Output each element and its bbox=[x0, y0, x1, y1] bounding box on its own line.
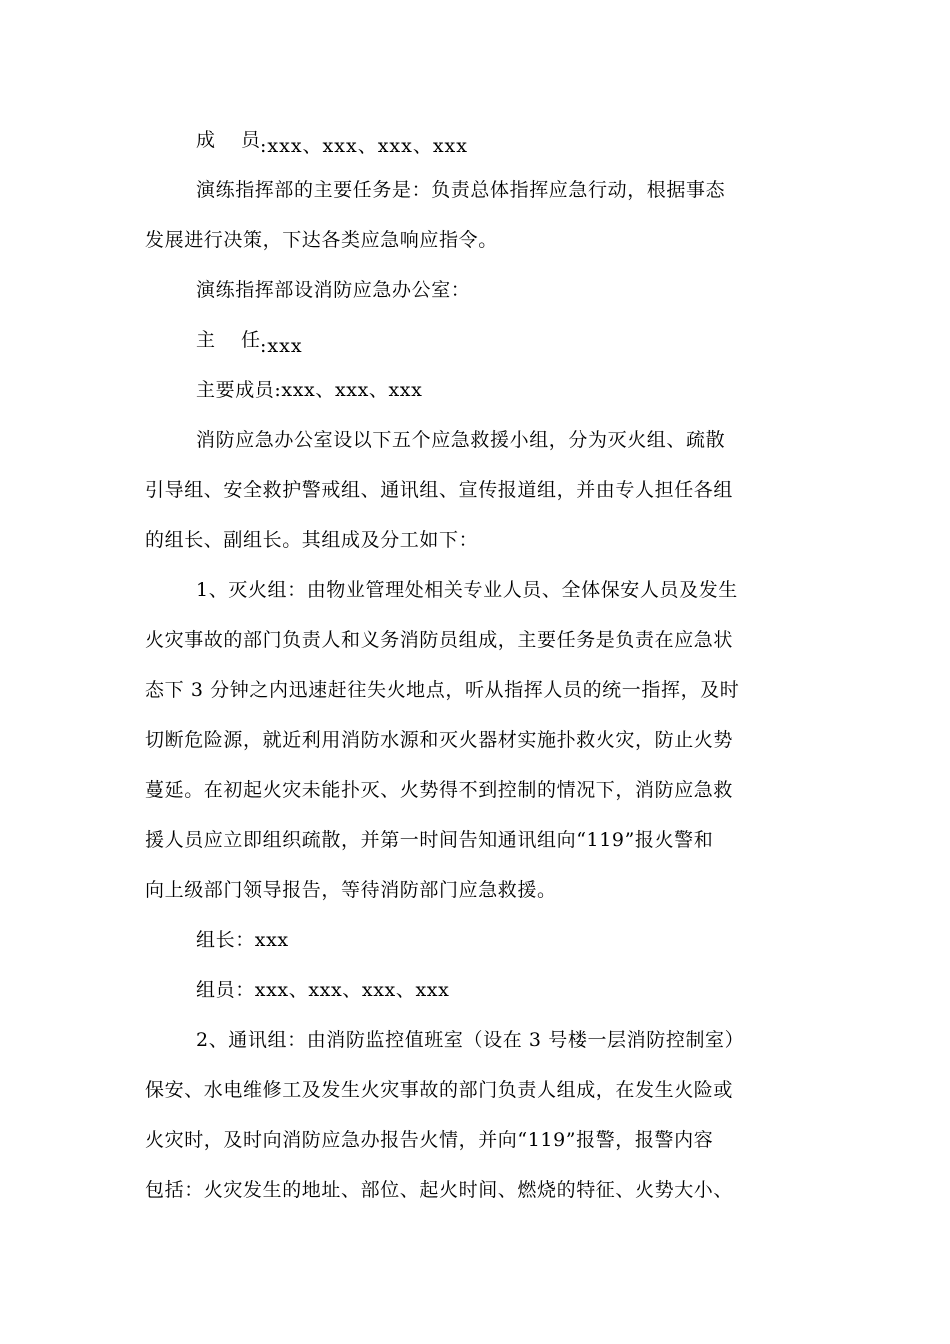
fire-group-line5: 蔓延。在初起火灾未能扑灭、火势得不到控制的情况下，消防应急救 bbox=[145, 779, 734, 801]
fire-group-members: 组员：xxx、xxx、xxx、xxx bbox=[196, 979, 450, 1001]
director-label bbox=[196, 328, 260, 352]
fire-group-line3: 态下 3 分钟之内迅速赶往失火地点，听从指挥人员的统一指挥，及时 bbox=[145, 679, 740, 701]
director-line bbox=[196, 328, 856, 358]
groups-paragraph-line2: 引导组、安全救护警戒组、通讯组、宣传报道组，并由专人担任各组 bbox=[145, 479, 734, 501]
main-members-line: 主要成员:xxx、xxx、xxx bbox=[196, 379, 423, 401]
members-line bbox=[196, 128, 856, 158]
fire-group-leader: 组长：xxx bbox=[196, 929, 289, 951]
members-label-char2: 员 bbox=[240, 129, 260, 151]
fire-group-line6: 援人员应立即组织疏散，并第一时间告知通讯组向“119”报火警和 bbox=[145, 829, 714, 851]
task-paragraph-line1: 演练指挥部的主要任务是：负责总体指挥应急行动，根据事态 bbox=[196, 179, 726, 201]
fire-group-line1: 1、灭火组：由物业管理处相关专业人员、全体保安人员及发生 bbox=[196, 579, 738, 601]
director-label-char1: 主 bbox=[196, 329, 216, 351]
comm-group-line3: 火灾时，及时向消防应急办报告火情，并向“119”报警，报警内容 bbox=[145, 1129, 714, 1151]
members-value: :xxx、xxx、xxx、xxx bbox=[260, 135, 468, 157]
director-value: :xxx bbox=[260, 335, 303, 357]
director-label-char2: 任 bbox=[240, 329, 260, 351]
members-label bbox=[196, 128, 260, 152]
groups-paragraph-line1: 消防应急办公室设以下五个应急救援小组，分为灭火组、疏散 bbox=[196, 429, 726, 451]
fire-group-line7: 向上级部门领导报告，等待消防部门应急救援。 bbox=[145, 879, 557, 901]
office-intro: 演练指挥部设消防应急办公室： bbox=[196, 279, 471, 301]
fire-group-line4: 切断危险源，就近利用消防水源和灭火器材实施扑救火灾，防止火势 bbox=[145, 729, 734, 751]
fire-group-line2: 火灾事故的部门负责人和义务消防员组成，主要任务是负责在应急状 bbox=[145, 629, 734, 651]
task-paragraph-line2: 发展进行决策，下达各类应急响应指令。 bbox=[145, 229, 498, 251]
comm-group-line4: 包括：火灾发生的地址、部位、起火时间、燃烧的特征、火势大小、 bbox=[145, 1179, 734, 1201]
groups-paragraph-line3: 的组长、副组长。其组成及分工如下： bbox=[145, 529, 479, 551]
members-label-char1: 成 bbox=[196, 129, 216, 151]
comm-group-line1: 2、通讯组：由消防监控值班室（设在 3 号楼一层消防控制室） bbox=[196, 1029, 745, 1051]
comm-group-line2: 保安、水电维修工及发生火灾事故的部门负责人组成，在发生火险或 bbox=[145, 1079, 734, 1101]
